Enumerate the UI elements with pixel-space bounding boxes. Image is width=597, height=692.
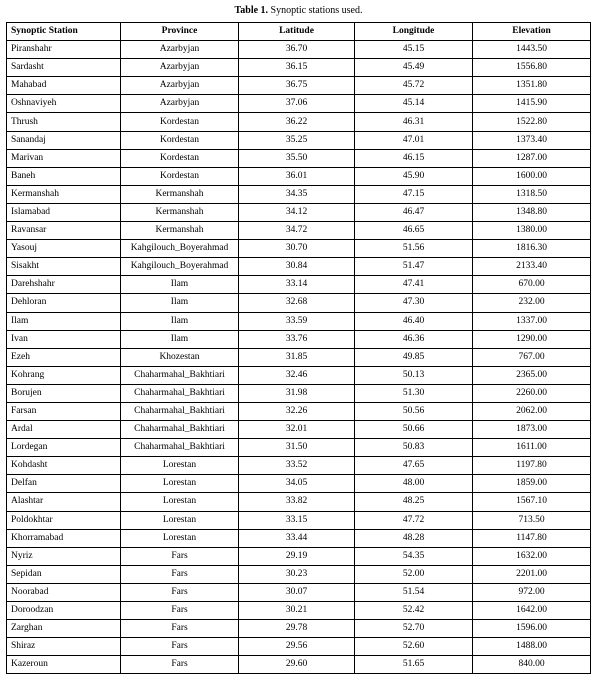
longitude-cell: 47.15 — [355, 185, 473, 203]
elevation-cell: 1600.00 — [473, 167, 591, 185]
latitude-cell: 31.98 — [239, 384, 355, 402]
latitude-cell: 34.72 — [239, 222, 355, 240]
table-row — [7, 384, 591, 402]
synoptic-stations-table — [6, 22, 591, 674]
station-cell: Delfan — [7, 475, 121, 493]
longitude-cell: 50.13 — [355, 366, 473, 384]
elevation-cell: 972.00 — [473, 583, 591, 601]
longitude-cell: 47.41 — [355, 276, 473, 294]
latitude-cell: 36.22 — [239, 113, 355, 131]
longitude-cell: 45.49 — [355, 59, 473, 77]
elevation-cell: 2260.00 — [473, 384, 591, 402]
station-cell: Farsan — [7, 402, 121, 420]
longitude-cell: 46.65 — [355, 222, 473, 240]
longitude-cell: 45.72 — [355, 77, 473, 95]
station-cell: Kermanshah — [7, 185, 121, 203]
province-cell: Fars — [121, 620, 239, 638]
elevation-cell: 1348.80 — [473, 203, 591, 221]
latitude-cell: 32.68 — [239, 294, 355, 312]
station-cell: Sardasht — [7, 59, 121, 77]
province-cell: Kermanshah — [121, 203, 239, 221]
longitude-cell: 46.31 — [355, 113, 473, 131]
latitude-cell: 36.01 — [239, 167, 355, 185]
longitude-cell: 52.00 — [355, 565, 473, 583]
latitude-cell: 33.76 — [239, 330, 355, 348]
table-row — [7, 294, 591, 312]
elevation-cell: 1611.00 — [473, 439, 591, 457]
elevation-cell: 1642.00 — [473, 602, 591, 620]
longitude-cell: 47.72 — [355, 511, 473, 529]
latitude-cell: 35.25 — [239, 131, 355, 149]
longitude-cell: 46.40 — [355, 312, 473, 330]
elevation-cell: 1147.80 — [473, 529, 591, 547]
station-cell: Ivan — [7, 330, 121, 348]
latitude-cell: 33.82 — [239, 493, 355, 511]
latitude-cell: 29.56 — [239, 638, 355, 656]
table-row — [7, 240, 591, 258]
province-cell: Kordestan — [121, 131, 239, 149]
table-row — [7, 602, 591, 620]
table-row — [7, 312, 591, 330]
table-row — [7, 529, 591, 547]
longitude-cell: 52.70 — [355, 620, 473, 638]
latitude-cell: 30.23 — [239, 565, 355, 583]
elevation-cell: 232.00 — [473, 294, 591, 312]
longitude-cell: 51.30 — [355, 384, 473, 402]
latitude-cell: 37.06 — [239, 95, 355, 113]
table-row — [7, 475, 591, 493]
header-latitude: Latitude — [239, 23, 355, 41]
station-cell: Yasouj — [7, 240, 121, 258]
table-row — [7, 185, 591, 203]
elevation-cell: 2133.40 — [473, 258, 591, 276]
station-cell: Dehloran — [7, 294, 121, 312]
station-cell: Mahabad — [7, 77, 121, 95]
province-cell: Azarbyjan — [121, 95, 239, 113]
province-cell: Chaharmahal_Bakhtiari — [121, 421, 239, 439]
station-cell: Baneh — [7, 167, 121, 185]
latitude-cell: 33.52 — [239, 457, 355, 475]
station-cell: Zarghan — [7, 620, 121, 638]
station-cell: Nyriz — [7, 547, 121, 565]
station-cell: Khorramabad — [7, 529, 121, 547]
station-cell: Kazeroun — [7, 656, 121, 674]
province-cell: Kordestan — [121, 113, 239, 131]
header-province: Province — [121, 23, 239, 41]
latitude-cell: 30.21 — [239, 602, 355, 620]
latitude-cell: 34.05 — [239, 475, 355, 493]
table-row — [7, 131, 591, 149]
table-body — [7, 41, 591, 674]
station-cell: Sanandaj — [7, 131, 121, 149]
table-row — [7, 258, 591, 276]
province-cell: Ilam — [121, 330, 239, 348]
station-cell: Doroodzan — [7, 602, 121, 620]
table-row — [7, 457, 591, 475]
table-row — [7, 222, 591, 240]
province-cell: Chaharmahal_Bakhtiari — [121, 439, 239, 457]
station-cell: Darehshahr — [7, 276, 121, 294]
station-cell: Poldokhtar — [7, 511, 121, 529]
province-cell: Lorestan — [121, 511, 239, 529]
latitude-cell: 32.01 — [239, 421, 355, 439]
elevation-cell: 1197.80 — [473, 457, 591, 475]
table-row — [7, 149, 591, 167]
header-synoptic-station: Synoptic Station — [7, 23, 121, 41]
longitude-cell: 48.00 — [355, 475, 473, 493]
longitude-cell: 51.56 — [355, 240, 473, 258]
table-row — [7, 439, 591, 457]
latitude-cell: 30.70 — [239, 240, 355, 258]
table-row — [7, 366, 591, 384]
longitude-cell: 52.42 — [355, 602, 473, 620]
latitude-cell: 34.35 — [239, 185, 355, 203]
elevation-cell: 1596.00 — [473, 620, 591, 638]
province-cell: Fars — [121, 583, 239, 601]
elevation-cell: 1488.00 — [473, 638, 591, 656]
province-cell: Ilam — [121, 294, 239, 312]
province-cell: Azarbyjan — [121, 41, 239, 59]
longitude-cell: 50.56 — [355, 402, 473, 420]
province-cell: Ilam — [121, 312, 239, 330]
province-cell: Kahgilouch_Boyerahmad — [121, 240, 239, 258]
table-row — [7, 620, 591, 638]
province-cell: Fars — [121, 656, 239, 674]
latitude-cell: 36.70 — [239, 41, 355, 59]
province-cell: Lorestan — [121, 457, 239, 475]
province-cell: Kermanshah — [121, 222, 239, 240]
caption-text: Synoptic stations used. — [268, 5, 363, 16]
elevation-cell: 1567.10 — [473, 493, 591, 511]
latitude-cell: 31.85 — [239, 348, 355, 366]
station-cell: Oshnaviyeh — [7, 95, 121, 113]
table-header-row — [7, 23, 591, 41]
station-cell: Sisakht — [7, 258, 121, 276]
station-cell: Borujen — [7, 384, 121, 402]
latitude-cell: 30.84 — [239, 258, 355, 276]
longitude-cell: 49.85 — [355, 348, 473, 366]
table-row — [7, 565, 591, 583]
province-cell: Fars — [121, 547, 239, 565]
table-row — [7, 113, 591, 131]
table-row — [7, 203, 591, 221]
elevation-cell: 767.00 — [473, 348, 591, 366]
table-row — [7, 330, 591, 348]
station-cell: Ilam — [7, 312, 121, 330]
table-row — [7, 402, 591, 420]
elevation-cell: 1816.30 — [473, 240, 591, 258]
table-row — [7, 41, 591, 59]
table-row — [7, 276, 591, 294]
caption-label: Table 1. — [234, 5, 269, 16]
province-cell: Lorestan — [121, 475, 239, 493]
longitude-cell: 52.60 — [355, 638, 473, 656]
station-cell: Thrush — [7, 113, 121, 131]
station-cell: Piranshahr — [7, 41, 121, 59]
province-cell: Khozestan — [121, 348, 239, 366]
elevation-cell: 1380.00 — [473, 222, 591, 240]
province-cell: Fars — [121, 565, 239, 583]
station-cell: Ardal — [7, 421, 121, 439]
province-cell: Lorestan — [121, 493, 239, 511]
elevation-cell: 2365.00 — [473, 366, 591, 384]
longitude-cell: 46.36 — [355, 330, 473, 348]
station-cell: Ezeh — [7, 348, 121, 366]
latitude-cell: 30.07 — [239, 583, 355, 601]
latitude-cell: 32.26 — [239, 402, 355, 420]
province-cell: Chaharmahal_Bakhtiari — [121, 366, 239, 384]
table-row — [7, 656, 591, 674]
longitude-cell: 45.15 — [355, 41, 473, 59]
latitude-cell: 33.44 — [239, 529, 355, 547]
longitude-cell: 51.54 — [355, 583, 473, 601]
table-row — [7, 638, 591, 656]
province-cell: Kordestan — [121, 149, 239, 167]
station-cell: Marivan — [7, 149, 121, 167]
elevation-cell: 1522.80 — [473, 113, 591, 131]
longitude-cell: 51.47 — [355, 258, 473, 276]
table-row — [7, 167, 591, 185]
longitude-cell: 48.28 — [355, 529, 473, 547]
province-cell: Ilam — [121, 276, 239, 294]
elevation-cell: 670.00 — [473, 276, 591, 294]
table-row — [7, 348, 591, 366]
province-cell: Azarbyjan — [121, 77, 239, 95]
province-cell: Kahgilouch_Boyerahmad — [121, 258, 239, 276]
latitude-cell: 31.50 — [239, 439, 355, 457]
longitude-cell: 45.90 — [355, 167, 473, 185]
longitude-cell: 46.47 — [355, 203, 473, 221]
province-cell: Kordestan — [121, 167, 239, 185]
elevation-cell: 2201.00 — [473, 565, 591, 583]
latitude-cell: 33.14 — [239, 276, 355, 294]
station-cell: Islamabad — [7, 203, 121, 221]
elevation-cell: 1873.00 — [473, 421, 591, 439]
longitude-cell: 54.35 — [355, 547, 473, 565]
elevation-cell: 1632.00 — [473, 547, 591, 565]
longitude-cell: 50.83 — [355, 439, 473, 457]
header-longitude: Longitude — [355, 23, 473, 41]
longitude-cell: 47.30 — [355, 294, 473, 312]
latitude-cell: 33.15 — [239, 511, 355, 529]
elevation-cell: 713.50 — [473, 511, 591, 529]
elevation-cell: 1351.80 — [473, 77, 591, 95]
province-cell: Lorestan — [121, 529, 239, 547]
latitude-cell: 35.50 — [239, 149, 355, 167]
latitude-cell: 33.59 — [239, 312, 355, 330]
latitude-cell: 29.19 — [239, 547, 355, 565]
table-caption — [0, 5, 597, 17]
elevation-cell: 1859.00 — [473, 475, 591, 493]
station-cell: Ravansar — [7, 222, 121, 240]
table-row — [7, 59, 591, 77]
elevation-cell: 1443.50 — [473, 41, 591, 59]
longitude-cell: 50.66 — [355, 421, 473, 439]
elevation-cell: 1318.50 — [473, 185, 591, 203]
latitude-cell: 34.12 — [239, 203, 355, 221]
elevation-cell: 840.00 — [473, 656, 591, 674]
station-cell: Kohrang — [7, 366, 121, 384]
longitude-cell: 48.25 — [355, 493, 473, 511]
elevation-cell: 1337.00 — [473, 312, 591, 330]
longitude-cell: 46.15 — [355, 149, 473, 167]
elevation-cell: 1287.00 — [473, 149, 591, 167]
latitude-cell: 36.75 — [239, 77, 355, 95]
elevation-cell: 1556.80 — [473, 59, 591, 77]
table-row — [7, 421, 591, 439]
station-cell: Lordegan — [7, 439, 121, 457]
latitude-cell: 32.46 — [239, 366, 355, 384]
province-cell: Azarbyjan — [121, 59, 239, 77]
station-cell: Shiraz — [7, 638, 121, 656]
longitude-cell: 47.01 — [355, 131, 473, 149]
longitude-cell: 51.65 — [355, 656, 473, 674]
elevation-cell: 1415.90 — [473, 95, 591, 113]
province-cell: Kermanshah — [121, 185, 239, 203]
latitude-cell: 29.60 — [239, 656, 355, 674]
station-cell: Noorabad — [7, 583, 121, 601]
station-cell: Alashtar — [7, 493, 121, 511]
elevation-cell: 1290.00 — [473, 330, 591, 348]
province-cell: Chaharmahal_Bakhtiari — [121, 402, 239, 420]
station-cell: Kohdasht — [7, 457, 121, 475]
table-row — [7, 583, 591, 601]
longitude-cell: 45.14 — [355, 95, 473, 113]
table-row — [7, 77, 591, 95]
elevation-cell: 2062.00 — [473, 402, 591, 420]
longitude-cell: 47.65 — [355, 457, 473, 475]
latitude-cell: 36.15 — [239, 59, 355, 77]
latitude-cell: 29.78 — [239, 620, 355, 638]
table-row — [7, 511, 591, 529]
station-cell: Sepidan — [7, 565, 121, 583]
table-row — [7, 547, 591, 565]
province-cell: Chaharmahal_Bakhtiari — [121, 384, 239, 402]
province-cell: Fars — [121, 638, 239, 656]
table-row — [7, 95, 591, 113]
province-cell: Fars — [121, 602, 239, 620]
header-elevation: Elevation — [473, 23, 591, 41]
elevation-cell: 1373.40 — [473, 131, 591, 149]
table-row — [7, 493, 591, 511]
